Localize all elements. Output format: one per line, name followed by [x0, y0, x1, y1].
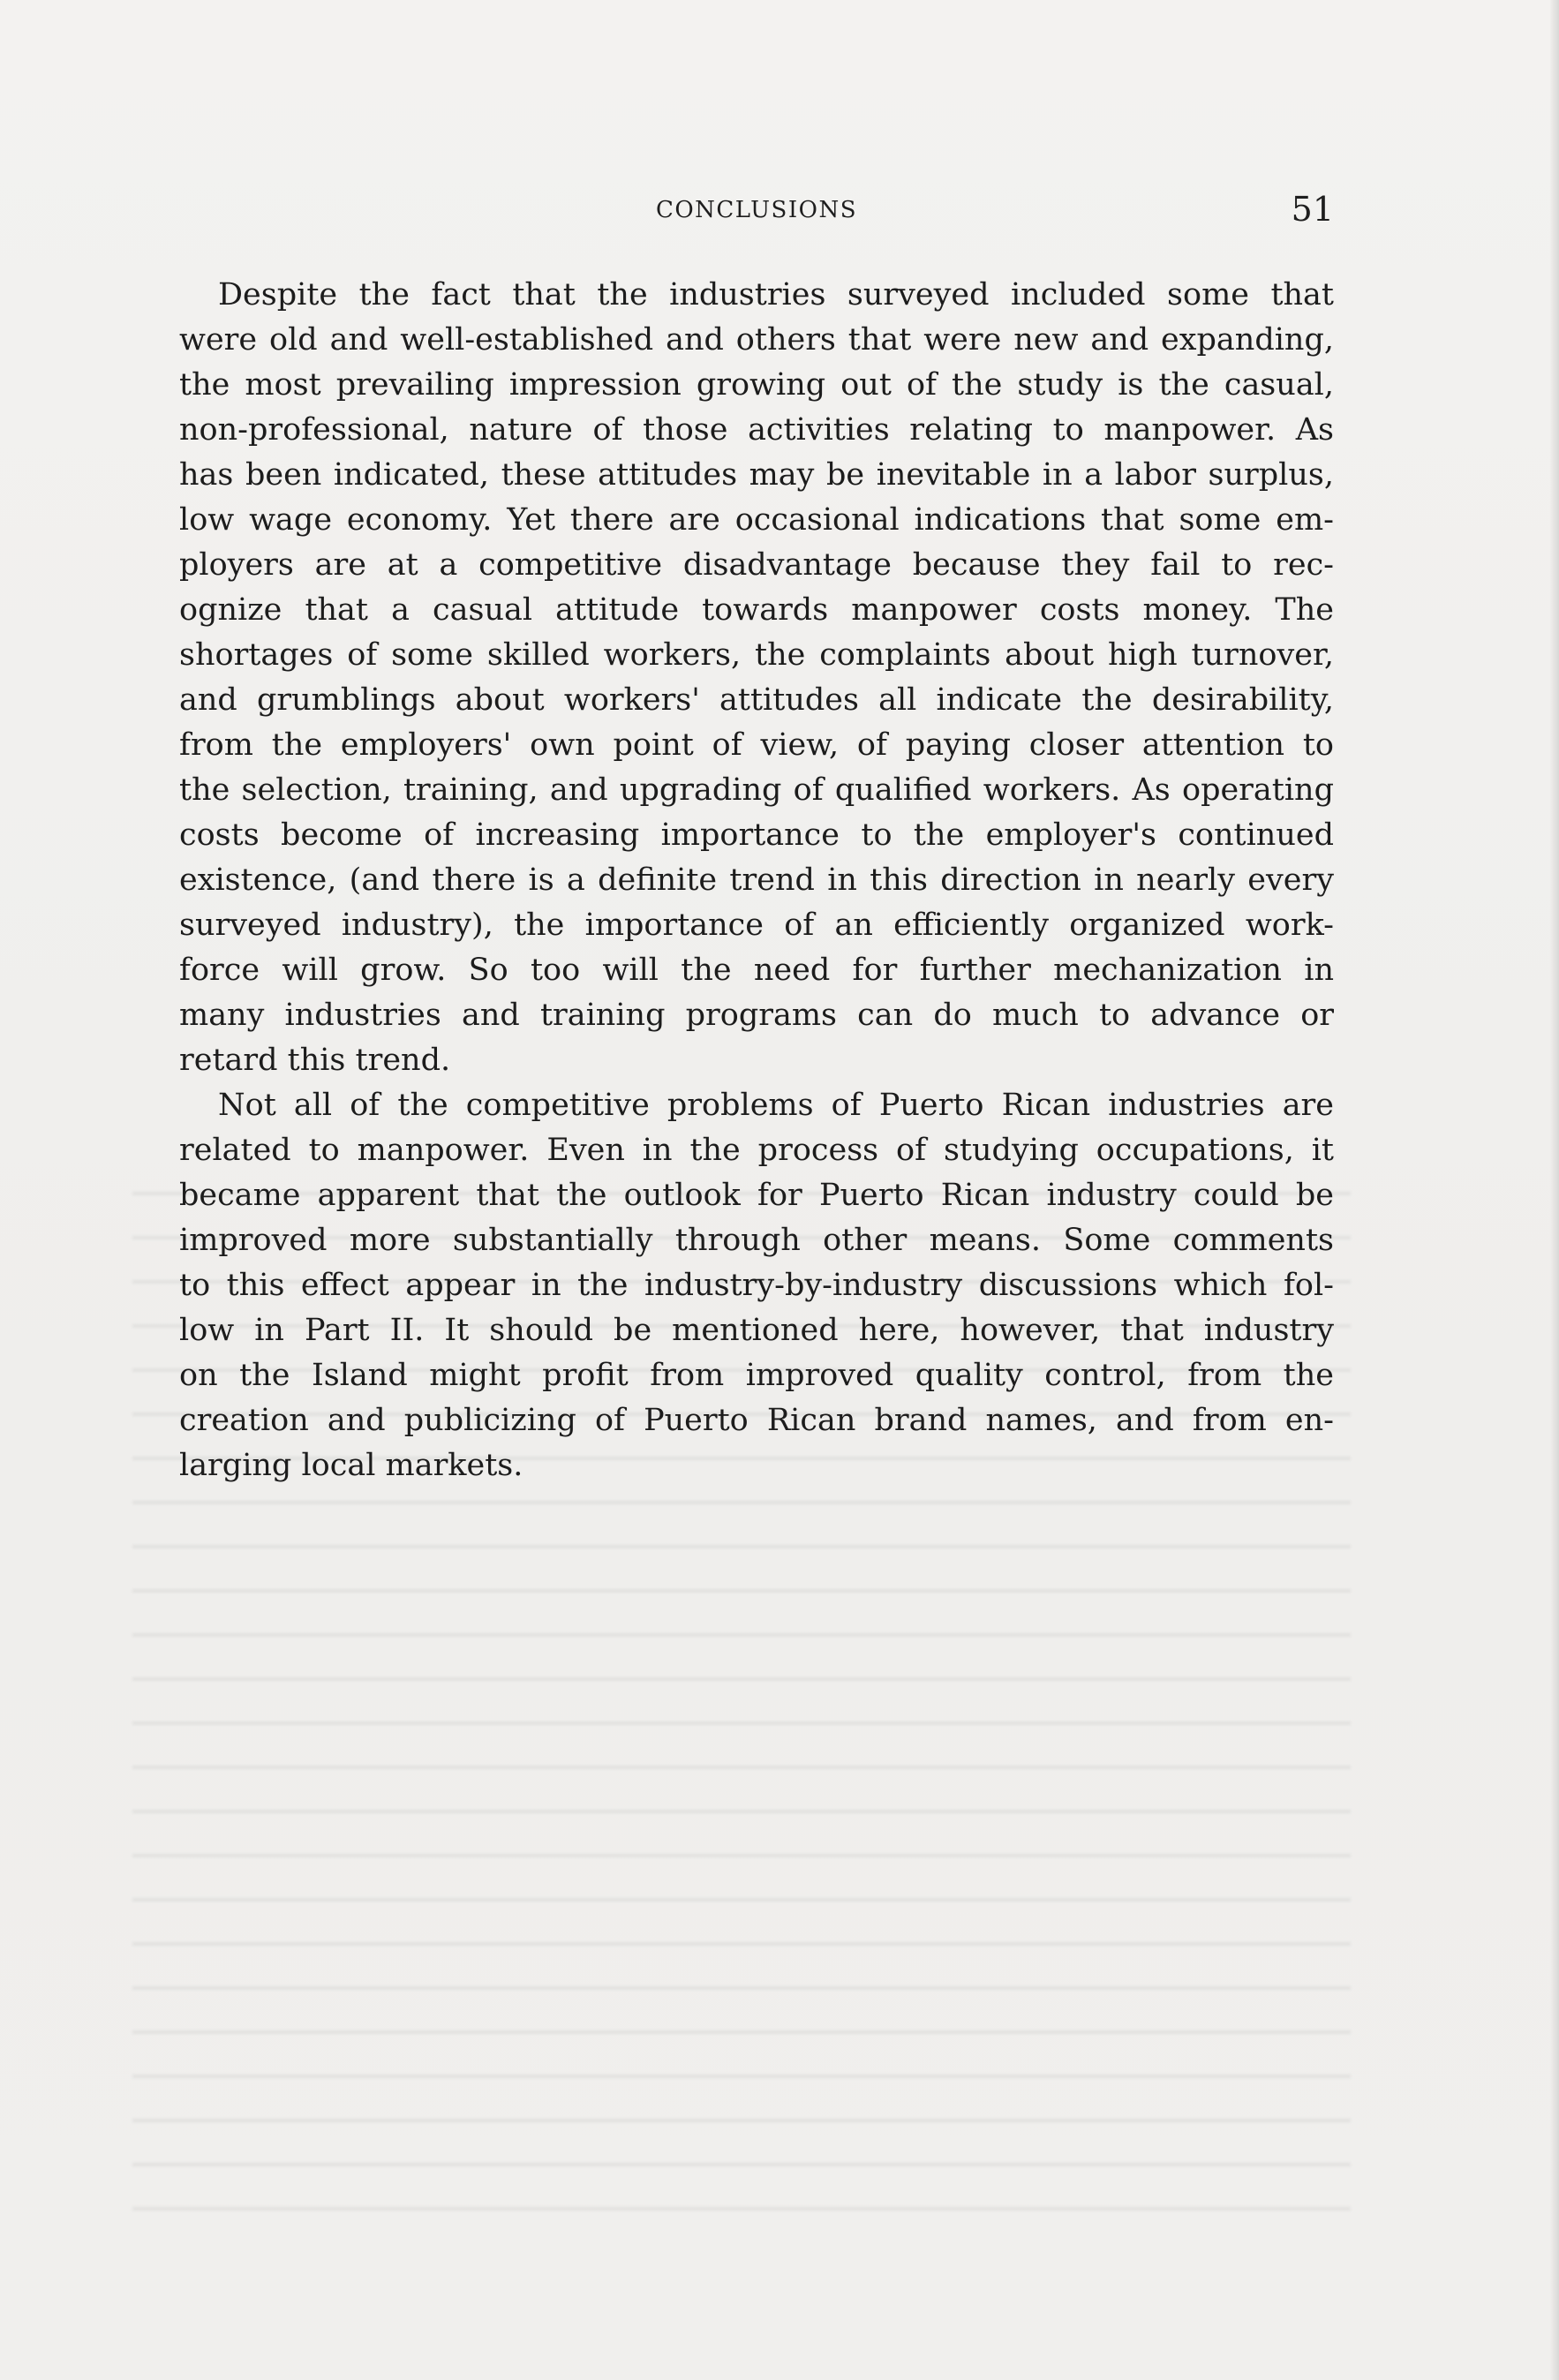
line-text: Despite the fact that the industries surveyed included some that: [218, 277, 1334, 313]
paragraph-1: [179, 273, 1334, 1083]
text-line: [179, 1083, 1334, 1128]
text-line: on the Island might profit from improved quality control, from the: [179, 1358, 1334, 1393]
text-line: and grumblings about workers' attitudes all indicate the desirability,: [179, 682, 1334, 718]
running-head: CONCLUSIONS: [655, 197, 858, 223]
text-line: existence, (and there is a definite trend in this direction in nearly every: [179, 862, 1334, 898]
text-line: became apparent that the outlook for Puerto Rican industry could be: [179, 1178, 1334, 1213]
text-line: creation and publicizing of Puerto Rican brand names, and from en-: [179, 1403, 1334, 1438]
text-line: costs become of increasing importance to the employer's continued: [179, 817, 1334, 853]
text-line: the selection, training, and upgrading of qualified workers. As operating: [179, 772, 1334, 808]
text-line: shortages of some skilled workers, the complaints about high turnover,: [179, 637, 1334, 673]
text-line: force will grow. So too will the need for further mechanization in: [179, 953, 1334, 988]
text-line: the most prevailing impression growing out of the study is the casual,: [179, 367, 1334, 403]
text-line: improved more substantially through other means. Some comments: [179, 1223, 1334, 1258]
text-line: ognize that a casual attitude towards manpower costs money. The: [179, 592, 1334, 628]
text-line: [179, 273, 1334, 318]
line-text: Not all of the competitive problems of Puerto Rican industries are: [218, 1088, 1334, 1123]
text-line: related to manpower. Even in the process of studying occupations, it: [179, 1133, 1334, 1168]
text-line: from the employers' own point of view, of paying closer attention to: [179, 727, 1334, 763]
page-edge: [1550, 0, 1559, 2380]
text-line: low in Part II. It should be mentioned here, however, that industry: [179, 1313, 1334, 1348]
page-header: [179, 190, 1334, 239]
text-line: were old and well-established and others that were new and expanding,: [179, 322, 1334, 358]
text-line: larging local markets.: [179, 1448, 523, 1483]
text-line: retard this trend.: [179, 1043, 451, 1078]
text-line: ployers are at a competitive disadvantage because they fail to rec-: [179, 547, 1334, 583]
text-line: low wage economy. Yet there are occasional indications that some em-: [179, 502, 1334, 538]
text-line: has been indicated, these attitudes may be inevitable in a labor surplus,: [179, 457, 1334, 493]
page-number: 51: [1291, 190, 1334, 229]
body-text: [179, 273, 1334, 1488]
text-line: to this effect appear in the industry-by-industry discussions which fol-: [179, 1268, 1334, 1303]
text-line: non-professional, nature of those activities relating to manpower. As: [179, 412, 1334, 448]
paragraph-2: [179, 1083, 1334, 1488]
text-line: many industries and training programs can do much to advance or: [179, 998, 1334, 1033]
text-line: surveyed industry), the importance of an efficiently organized work-: [179, 908, 1334, 943]
